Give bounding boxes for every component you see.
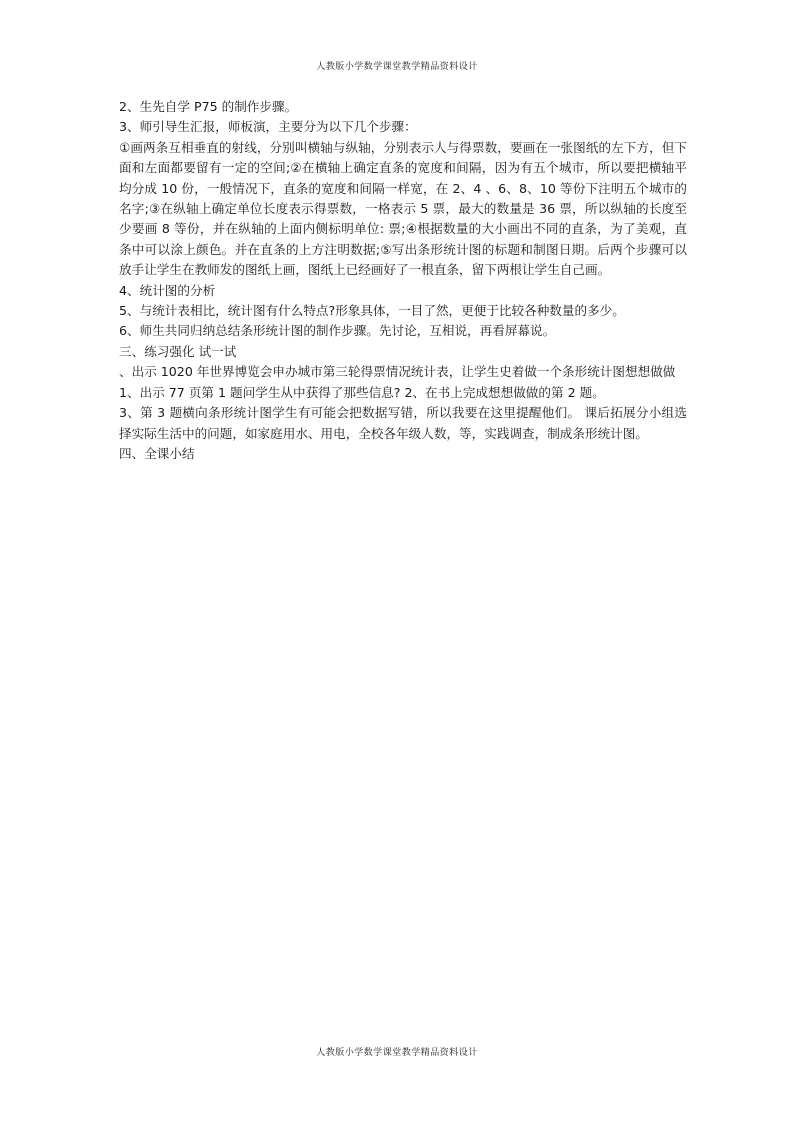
- section-heading-practice: 三、练习强化 试一试: [119, 343, 237, 359]
- paragraph-summary-steps: 6、师生共同归纳总结条形统计图的制作步骤。先讨论，互相说，再看屏幕说。: [119, 323, 556, 339]
- document-body: [119, 97, 687, 464]
- paragraph-comparison: 5、与统计表相比，统计图有什么特点?形象具体，一目了然，更便于比较各种数量的多少。: [119, 303, 625, 319]
- section-heading-summary: 四、全课小结: [119, 445, 195, 461]
- paragraph-exercise-1-2: 1、出示 77 页第 1 题问学生从中获得了那些信息? 2、在书上完成想想做做的第 2 题。: [119, 384, 605, 400]
- paragraph-report-intro: 3、师引导生汇报，师板演，主要分为以下几个步骤：: [119, 119, 417, 135]
- paragraph-exercise-3: 3、第 3 题横向条形统计图学生有可能会把数据写错，所以我要在这里提醒他们。 课后拓展分小组选择实际生活中的问题，如家庭用水、用电，全校各年级人数，等，实践调查，制成条形统计图。: [119, 405, 687, 441]
- paragraph-chart-analysis: 4、统计图的分析: [119, 282, 216, 298]
- paragraph-expo-exercise: 、出示 1020 年世界博览会申办城市第三轮得票情况统计表，让学生史着做一个条形统计图想想做做: [119, 364, 676, 380]
- page-footer: 人教版小学数学课堂教学精品资料设计: [316, 1048, 478, 1058]
- paragraph-self-study: 2、生先自学 P75 的制作步骤。: [119, 99, 298, 114]
- page-header: 人教版小学数学课堂教学精品资料设计: [316, 62, 478, 72]
- paragraph-steps: ①画两条互相垂直的射线，分别叫横轴与纵轴，分别表示人与得票数，要画在一张图纸的左下方，但下面和左面都要留有一定的空间;②在横轴上确定直条的宽度和间隔，因为有五个城市，所以要把横轴平均分成 10 份，一般情况下，直条的宽度和间隔一样宽，在 2、4 、6、8、10 等份下注明五个城市的名字;③在纵轴上确定单位长度表示得票数，一格表示 5 票，最大的数量是 36 票，所以纵轴的长度至少要画 8 等份，并在纵轴的上面内侧标明单位: 票;④根据数量的大小画出不同的直条，为了美观，直条中可以涂上颜色。并在直条的上方注明数据;⑤写出条形统计图的标题和制图日期。后两个步骤可以放手让学生在教师发的图纸上画，图纸上已经画好了一根直条，留下两根让学生自己画。: [119, 139, 687, 278]
